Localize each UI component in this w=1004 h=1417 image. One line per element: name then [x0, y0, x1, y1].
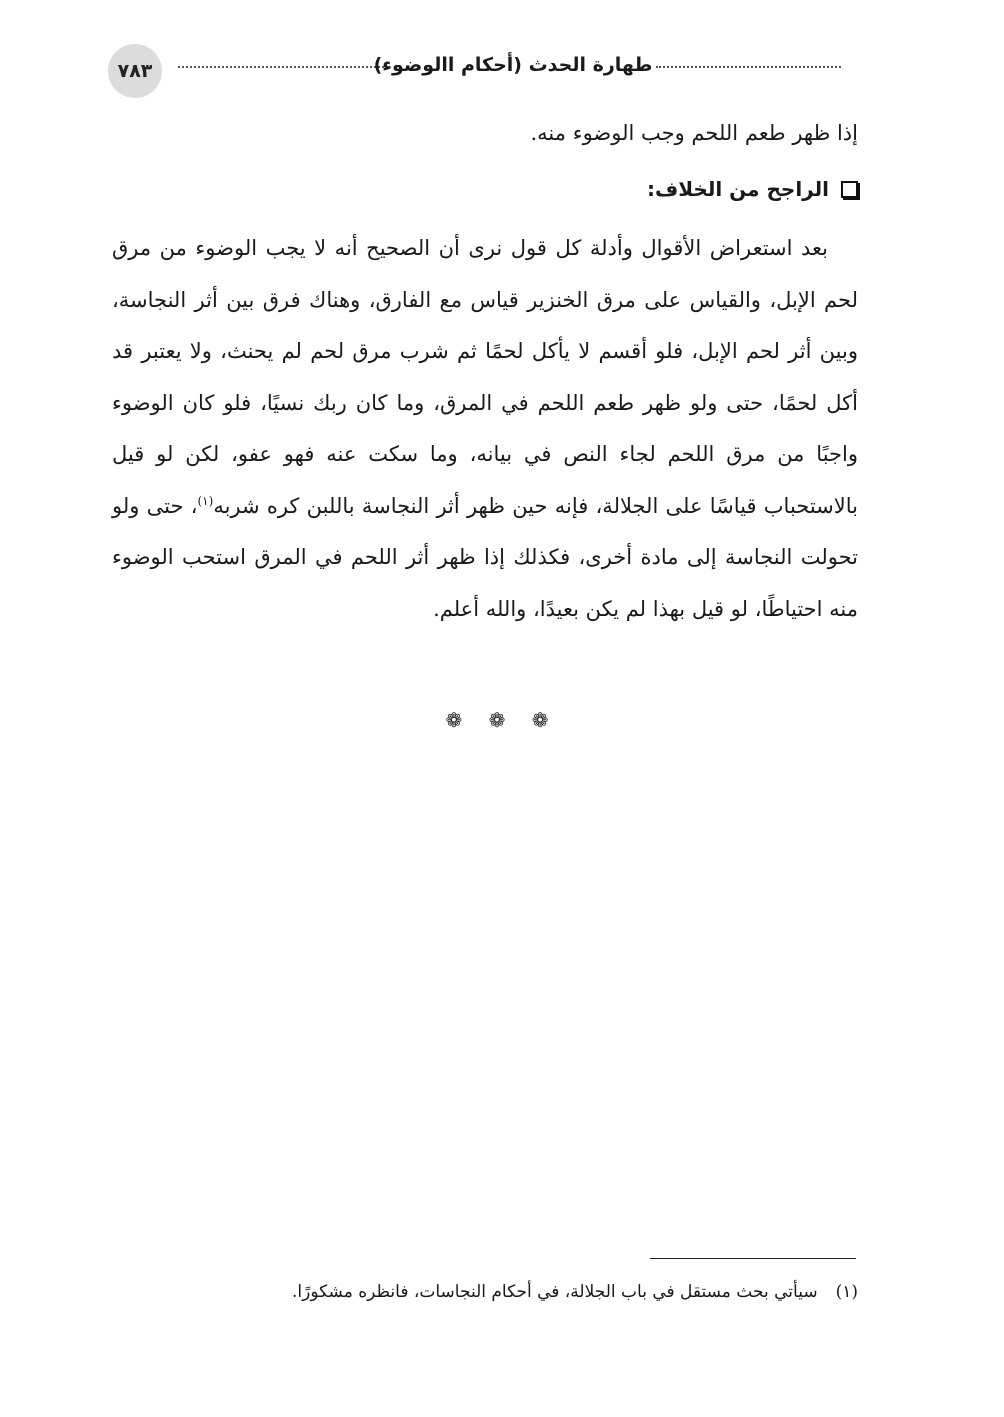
header-dotted-leader-right [656, 66, 841, 68]
section-separator-stars: ❁ ❁ ❁ [445, 708, 559, 732]
main-paragraph [112, 223, 858, 635]
footnote [112, 1278, 858, 1306]
footnote-text: سيأتي بحث مستقل في باب الجلالة، في أحكام النجاسات، فانظره مشكورًا. [292, 1282, 818, 1302]
footnote-number: (١) [835, 1282, 858, 1302]
section-heading-text: الراجح من الخلاف: [647, 176, 829, 201]
page-number-badge: ٧٨٣ [108, 44, 162, 98]
header-title: طهارة الحدث (أحكام االوضوء) [373, 54, 653, 76]
paragraph-part2: ، حتى ولو تحولت النجاسة إلى مادة أخرى، فكذلك إذا ظهر أثر اللحم في المرق استحب الوضوء منه احتياطًا، لو قيل بهذا لم يكن بعيدًا، والله أعلم. [112, 493, 858, 621]
header-dotted-leader-left [178, 66, 388, 68]
footnote-divider [650, 1258, 856, 1259]
intro-line: إذا ظهر طعم اللحم وجب الوضوء منه. [530, 121, 858, 145]
body-text [112, 108, 858, 635]
footnote-reference[interactable]: (١) [197, 493, 214, 508]
page-header [108, 44, 856, 96]
section-heading [112, 164, 858, 216]
paragraph-part1: بعد استعراض الأقوال وأدلة كل قول نرى أن الصحيح أنه لا يجب الوضوء من مرق لحم الإبل، والقياس على مرق الخنزير قياس مع الفارق، وهناك فرق بين أثر النجاسة، وبين أثر لحم الإبل، فلو أقسم لا يأكل لحمًا ثم شرب مرق لحم لم يحنث، ولا يعتبر قد أكل لحمًا، حتى ولو ظهر طعم اللحم في المرق، وما كان ربك نسيًا، فلو كان الوضوء واجبًا من مرق اللحم لجاء النص في بيانه، وما سكت عنه فهو عفو، لكن لو قيل بالاستحباب قياسًا على الجلالة، فإنه حين ظهر أثر النجاسة باللبن كره شربه [112, 236, 858, 518]
square-bullet-icon [841, 181, 858, 198]
